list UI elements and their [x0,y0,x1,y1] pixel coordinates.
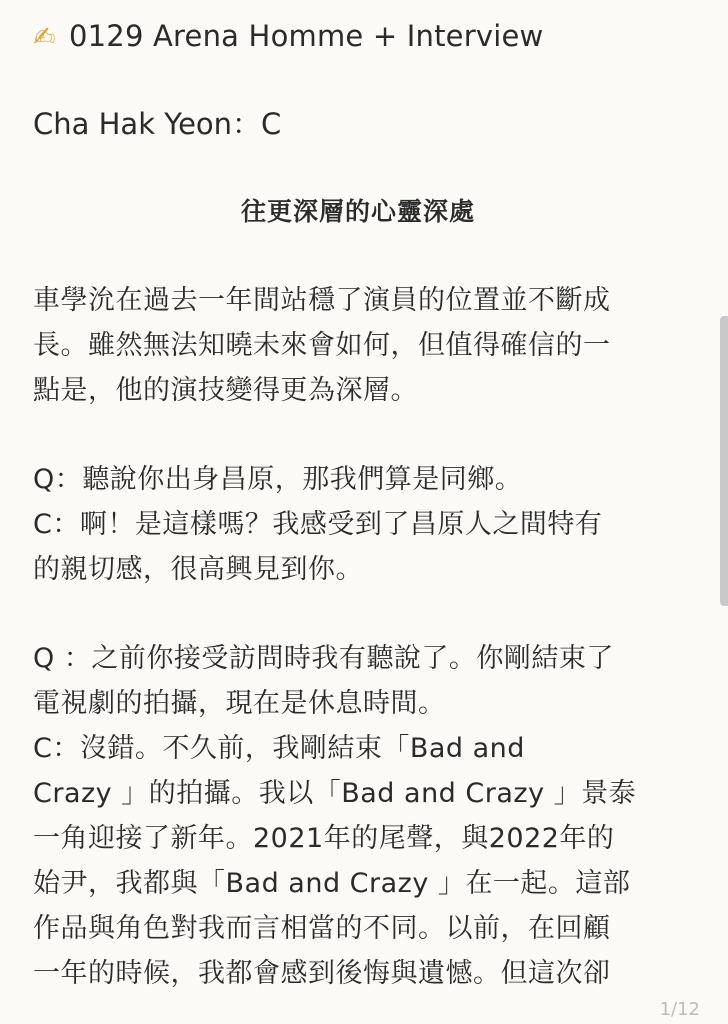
answer-line: 作品與角色對我而言相當的不同。以前，在回顧 [33,913,611,944]
answer-line: C：啊！是這樣嗎？我感受到了昌原人之間特有 [33,509,603,540]
scrollbar-thumb[interactable] [720,316,728,606]
article-heading: 往更深層的心靈深處 [240,197,475,226]
answer-line: 一角迎接了新年。2021年的尾聲，與2022年的 [33,823,615,854]
answer-line: 一年的時候，我都會感到後悔與遺憾。但這次卻 [33,958,611,989]
text-line: 點是，他的演技變得更為深層。 [33,375,418,406]
qa-paragraph-2 [33,636,683,996]
question-line: Q：聽說你出身昌原，那我們算是同鄉。 [33,464,523,495]
qa-paragraph-1 [33,457,683,592]
document-title [33,14,683,58]
answer-line: Crazy 」的拍攝。我以「Bad and Crazy 」景泰 [33,778,637,809]
answer-line: 的親切感，很高興見到你。 [33,554,363,585]
question-line: 電視劇的拍攝，現在是休息時間。 [33,688,446,719]
text-line: 車學沇在過去一年間站穩了演員的位置並不斷成 [33,285,611,316]
answer-line: C：沒錯。不久前，我剛結束「Bad and [33,733,525,764]
speaker-legend: Cha Hak Yeon：C [33,107,282,141]
text-line: 長。雖然無法知曉未來會如何，但值得確信的一 [33,330,611,361]
question-line: Q ：之前你接受訪問時我有聽說了。你剛結束了 [33,643,614,674]
intro-paragraph [33,278,683,413]
writing-hand-icon: ✍ [33,22,56,53]
page-indicator: 1/12 [659,999,700,1020]
title-text: 0129 Arena Homme + Interview [69,19,544,53]
answer-line: 始尹，我都與「Bad and Crazy 」在一起。這部 [33,868,631,899]
document-body [33,14,683,996]
